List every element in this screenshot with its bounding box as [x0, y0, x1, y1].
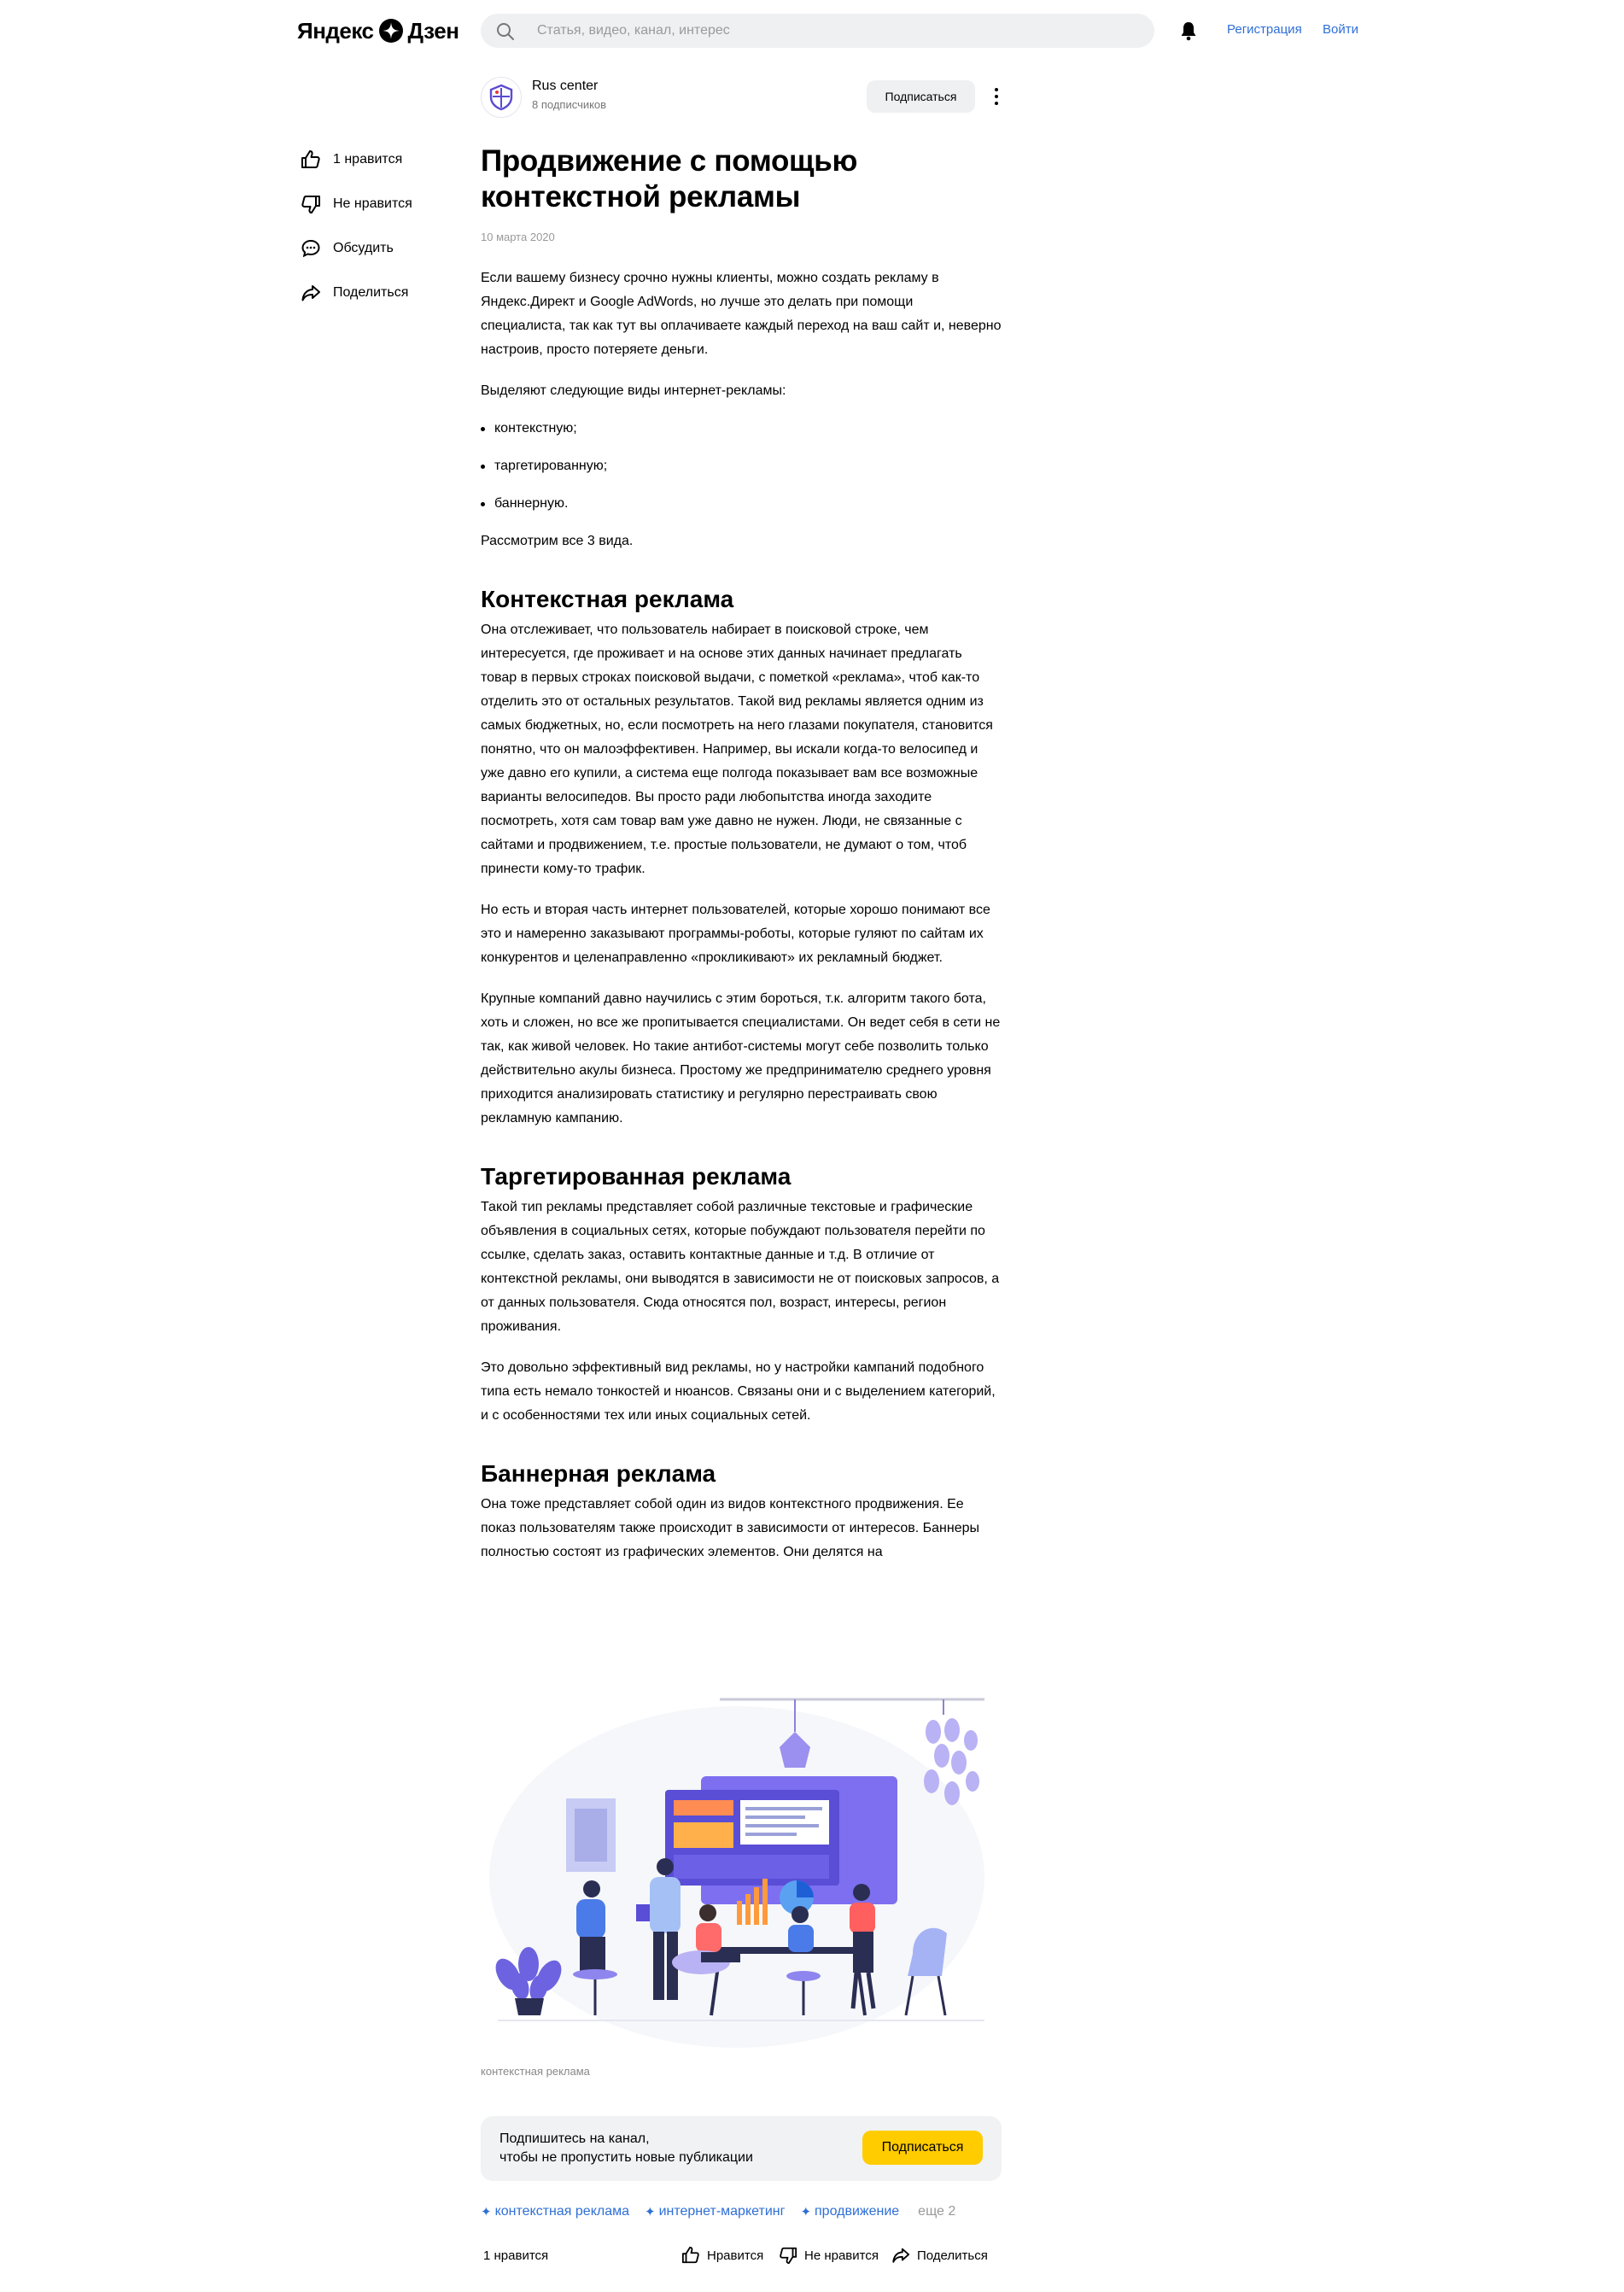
subscribe-card-line1: Подпишитесь на канал, [499, 2131, 650, 2146]
yandex-zen-logo[interactable]: Яндекс Дзен [297, 17, 459, 44]
paragraph-target-2: Это довольно эффективный вид рекламы, но у настройки кампаний подобного типа есть немало тонкостей и нюансов. Связаны они и с выделением категорий, и с особенностями тех или иных социальных сетей. [481, 1360, 996, 1423]
article-illustration[interactable] [481, 1681, 1002, 2056]
channel-avatar[interactable] [481, 77, 522, 118]
sidebar-discuss[interactable] [301, 236, 454, 261]
list-item: таргетированную; [481, 454, 1002, 492]
more-tags-link[interactable]: еще 2 [918, 2204, 956, 2219]
paragraph-context-2: Но есть и вторая часть интернет пользователей, которые хорошо понимают все это и намеренно заказывают программы-роботы, которые гуляют по сайтам их конкурентов и целенаправленно «прокликивают» их рекламный бюджет. [481, 903, 990, 965]
sidebar-discuss-label: Обсудить [333, 241, 394, 255]
heading-context: Контекстная реклама [481, 586, 734, 612]
list-item: баннерную. [481, 492, 1002, 529]
share-icon [891, 2246, 910, 2265]
paragraph-banner-1: Она тоже представляет собой один из видов контекстного продвижения. Ее показ пользователям также происходит в зависимости от интересов. Баннеры полностью состоят из графических элементов. Они делятся на [481, 1497, 980, 1559]
subscribe-button[interactable]: Подписаться [862, 2131, 983, 2165]
article-body [481, 143, 1002, 1564]
comment-icon [301, 238, 321, 259]
tag-link[interactable]: ✦ продвижение [800, 2204, 900, 2219]
tag-link[interactable]: ✦ интернет-маркетинг [645, 2204, 786, 2219]
share-button[interactable]: Поделиться [891, 2242, 988, 2268]
image-caption: контекстная реклама [481, 2065, 590, 2078]
thumbs-up-icon [301, 149, 321, 170]
top-header [0, 0, 1624, 61]
sidebar-dislike[interactable] [301, 191, 454, 217]
thumbs-down-icon [301, 194, 321, 214]
tags-row [481, 2201, 955, 2222]
heading-target: Таргетированная реклама [481, 1163, 792, 1190]
thumbs-down-icon [779, 2246, 797, 2265]
sidebar-like-label: 1 нравится [333, 152, 403, 167]
channel-name[interactable]: Rus center [532, 79, 599, 93]
sidebar-share[interactable] [301, 280, 454, 306]
more-options-icon[interactable] [989, 84, 1004, 109]
sparkle-icon: ✦ [481, 2205, 492, 2219]
article-title: Продвижение с помощью контекстной рекламы [481, 144, 858, 213]
subscribe-button-top[interactable]: Подписаться [867, 80, 975, 113]
dislike-button[interactable]: Не нравится [779, 2242, 879, 2268]
likes-count: 1 нравится [483, 2248, 549, 2263]
paragraph-context-1: Она отслеживает, что пользователь набирает в поисковой строке, чем интересуется, где проживает и на основе этих данных начинает предлагать товар в первых строках поисковой выдачи, с пометкой «реклама», чтоб как-то отделить это от остальных результатов. Такой вид рекламы является одним из самых бюджетных, но, если посмотреть на него глазами покупателя, становится понятно, что он малоэффективен. Например, вы искали когда-то велосипед и уже давно его купили, а система еще полгода показывает вам все возможные варианты велосипедов. Вы просто ради любопытства иногда заходите посмотреть, хотя сам товар вам уже давно не нужен. Люди, не связанные с сайтами и продвижением, т.е. простые пользователи, не думают о том, чтоб принести кому-то трафик. [481, 623, 993, 876]
channel-subscribers: 8 подписчиков [532, 98, 607, 111]
subscribe-card-line2: чтобы не пропустить новые публикации [499, 2150, 753, 2165]
sidebar-dislike-label: Не нравится [333, 196, 412, 211]
list-item: контекстную; [481, 417, 1002, 454]
share-icon [301, 283, 321, 303]
paragraph-target-1: Такой тип рекламы представляет собой различные текстовые и графические объявления в социальных сетях, которые побуждают пользователя перейти по ссылке, сделать заказ, оставить контактные данные и т.д. В отличие от контекстной рекламы, они выводятся в зависимости не от поисковых запросов, а от данных пользователя. Сюда относятся пол, возраст, интересы, регион проживания. [481, 1200, 1000, 1334]
register-link[interactable]: Регистрация [1227, 22, 1302, 37]
like-button[interactable]: Нравится [681, 2242, 763, 2268]
bell-icon[interactable] [1180, 20, 1197, 45]
heading-banner: Баннерная реклама [481, 1460, 716, 1487]
paragraph-intro: Если вашему бизнесу срочно нужны клиенты, можно создать рекламу в Яндекс.Директ и Google AdWords, но лучше это делать при помощи специалиста, так как тут вы оплачиваете каждый переход на ваш сайт и, неверно настроив, просто потеряете деньги. [481, 271, 1002, 357]
subscribe-card [481, 2116, 1002, 2181]
paragraph-context-3: Крупные компаний давно научились с этим бороться, т.к. алгоритм такого бота, хоть и сложен, но все же пропитывается специалистами. Он ведет себя в сети не так, как живой человек. Но такие антибот-системы могут себе позволить только действительно акулы бизнеса. Простому же предпринимателю среднего уровня приходится анализировать статистику и регулярно перестраивать свою рекламную кампанию. [481, 991, 1001, 1126]
sparkle-icon: ✦ [800, 2205, 812, 2219]
search-input[interactable] [537, 14, 1135, 48]
article-date: 10 марта 2020 [481, 231, 555, 243]
paragraph-types-intro: Выделяют следующие виды интернет-рекламы: [481, 383, 786, 398]
search-icon [496, 22, 515, 45]
types-list [481, 417, 1002, 529]
sidebar-like[interactable] [301, 147, 454, 172]
thumbs-up-icon [681, 2246, 700, 2265]
sparkle-icon: ✦ [645, 2205, 656, 2219]
search-bar[interactable] [481, 14, 1154, 48]
paragraph-review: Рассмотрим все 3 вида. [481, 534, 634, 548]
sidebar-share-label: Поделиться [333, 285, 409, 300]
tag-link[interactable]: ✦ контекстная реклама [481, 2204, 629, 2219]
login-link[interactable]: Войти [1323, 22, 1358, 37]
zen-star-icon [379, 19, 403, 43]
